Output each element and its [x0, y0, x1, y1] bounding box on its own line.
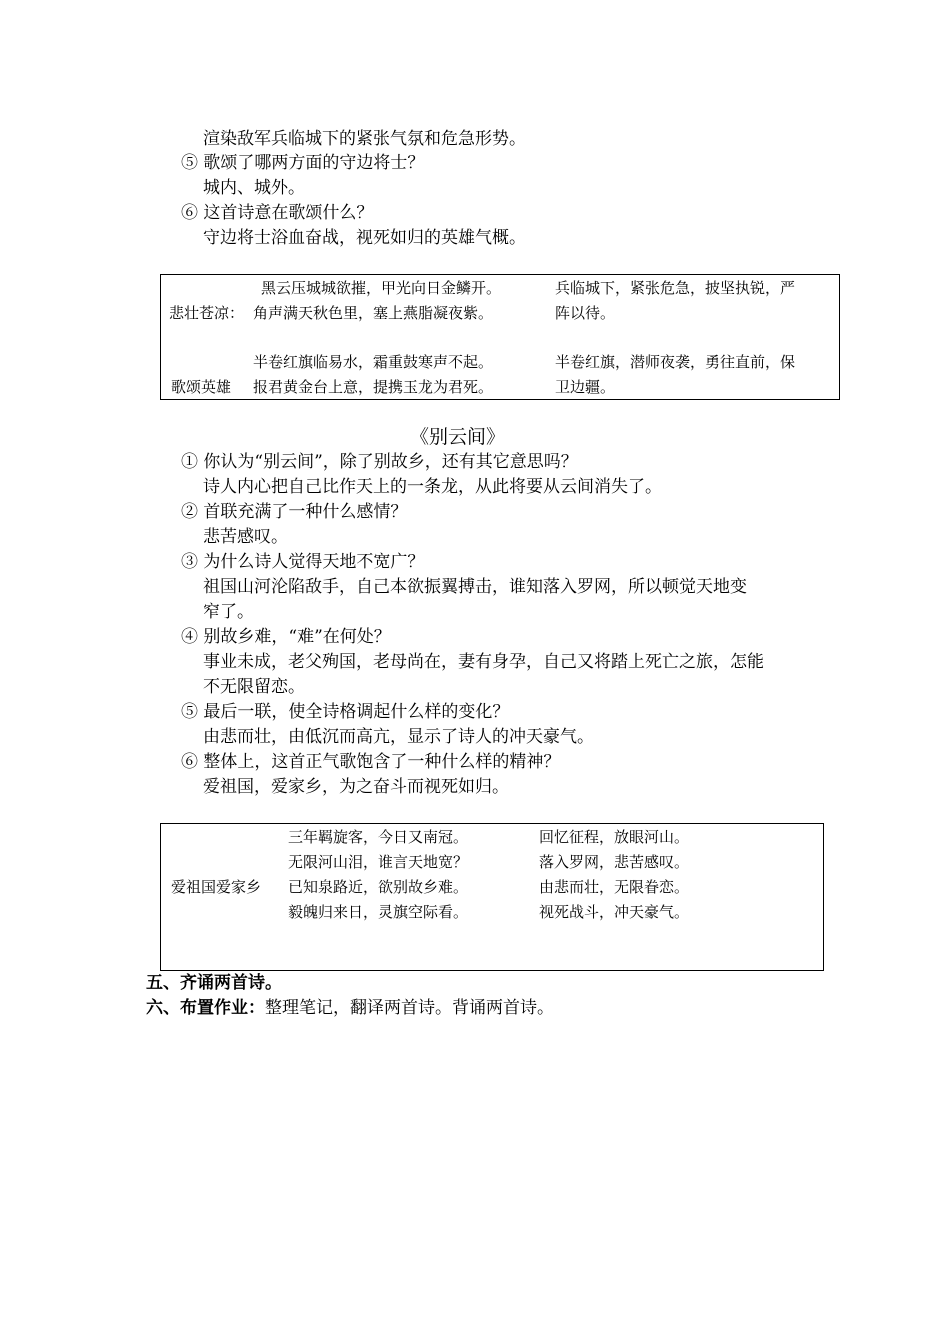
poem-line: 半卷红旗临易水，霜重鼓寒声不起。: [253, 353, 494, 371]
answer-text: 由悲而壮，由低沉而高亢，显示了诗人的冲天豪气。: [203, 727, 594, 747]
analysis-text: 卫边疆。: [555, 378, 616, 396]
step-six-line: [146, 996, 554, 1020]
analysis-text: 落入罗网，悲苦感叹。: [539, 853, 690, 871]
question-text: ① 你认为“别云间”，除了别故乡，还有其它意思吗？: [181, 452, 578, 472]
answer-text: 祖国山河沦陷敌手，自己本欲振翼搏击，谁知落入罗网，所以顿觉天地变: [203, 577, 747, 597]
answer-text: 诗人内心把自己比作天上的一条龙，从此将要从云间消失了。: [203, 477, 662, 497]
question-text: ⑤ 歌颂了哪两方面的守边将士？: [181, 153, 425, 173]
question-text: ⑥ 这首诗意在歌颂什么？: [181, 203, 374, 223]
poem-line: 已知泉路近，欲别故乡难。: [288, 878, 469, 896]
answer-text: 不无限留恋。: [203, 677, 305, 697]
question-text: ② 首联充满了一种什么感情？: [181, 502, 408, 522]
table-row-label: 歌颂英雄: [171, 378, 232, 396]
answer-text: 爱祖国，爱家乡，为之奋斗而视死如归。: [203, 777, 509, 797]
poem-line: 三年羁旋客，今日又南冠。: [288, 828, 469, 846]
analysis-text: 由悲而壮，无限眷恋。: [539, 878, 690, 896]
analysis-text: 半卷红旗，潜师夜袭，勇往直前，保: [555, 353, 796, 371]
answer-text: 渲染敌军兵临城下的紧张气氛和危急形势。: [203, 129, 526, 149]
poem-line: 无限河山泪，谁言天地宽？: [288, 853, 469, 871]
answer-text: 守边将士浴血奋战，视死如归的英雄气概。: [203, 228, 526, 248]
poem-line: 毅魄归来日，灵旗空际看。: [288, 903, 469, 921]
question-text: ④ 别故乡难，“难”在何处？: [181, 627, 391, 647]
answer-text: 悲苦感叹。: [203, 527, 288, 547]
question-text: ③ 为什么诗人觉得天地不宽广？: [181, 552, 425, 572]
answer-text: 城内、城外。: [203, 178, 305, 198]
poem-line: 黑云压城城欲摧，甲光向日金鳞开。: [261, 279, 502, 297]
table-row-label: 悲壮苍凉：: [169, 304, 245, 322]
analysis-text: 兵临城下，紧张危急，披坚执锐，严: [555, 279, 796, 297]
poem-line: 角声满天秋色里，塞上燕脂凝夜紫。: [253, 304, 494, 322]
summary-table-2: [160, 823, 824, 971]
answer-text: 窄了。: [203, 602, 254, 622]
table-row-label: 爱祖国爱家乡: [171, 878, 262, 896]
summary-table-1: [160, 274, 840, 400]
question-text: ⑥ 整体上，这首正气歌饱含了一种什么样的精神？: [181, 752, 561, 772]
analysis-text: 回忆征程，放眼河山。: [539, 828, 690, 846]
step-five-heading: 五、齐诵两首诗。: [146, 973, 282, 993]
homework-text: 整理笔记，翻译两首诗。背诵两首诗。: [265, 998, 554, 1018]
section-title: 《别云间》: [410, 426, 506, 448]
answer-text: 事业未成，老父殉国，老母尚在，妻有身孕，自己又将踏上死亡之旅，怎能: [203, 652, 764, 672]
poem-line: 报君黄金台上意，提携玉龙为君死。: [253, 378, 494, 396]
step-six-heading: 六、布置作业：: [146, 998, 265, 1018]
analysis-text: 视死战斗，冲天豪气。: [539, 903, 690, 921]
question-text: ⑤ 最后一联，使全诗格调起什么样的变化？: [181, 702, 510, 722]
analysis-text: 阵以待。: [555, 304, 616, 322]
